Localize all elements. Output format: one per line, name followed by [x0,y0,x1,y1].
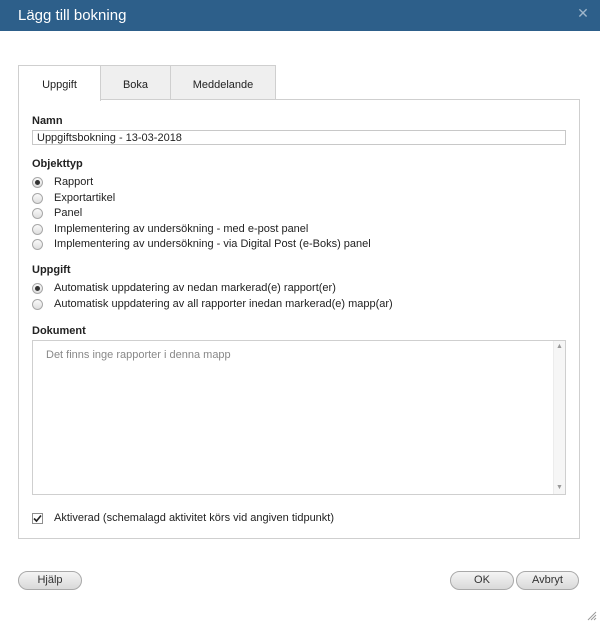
task-option-marked-reports[interactable] [32,281,336,295]
task-option-all-reports-in-folder[interactable] [32,297,393,311]
scroll-up-icon[interactable]: ▲ [556,343,563,350]
task-label: Uppgift [32,264,71,276]
document-empty-text: Det finns inge rapporter i denna mapp [46,349,231,361]
document-list[interactable] [32,340,566,495]
scroll-down-icon[interactable]: ▼ [556,484,563,491]
tab-meddelande[interactable]: Meddelande [170,65,276,100]
objecttype-option-rapport[interactable] [32,175,93,189]
radio-label: Exportartikel [54,192,116,204]
radio-label: Automatisk uppdatering av all rapporter inedan markerad(e) mapp(ar) [54,298,393,310]
close-icon[interactable]: ✕ [577,5,589,21]
objecttype-label: Objekttyp [32,158,83,170]
resize-handle-icon[interactable] [587,611,597,621]
radio-button[interactable] [32,283,43,294]
cancel-button[interactable]: Avbryt [516,571,579,590]
radio-button[interactable] [32,193,43,204]
activated-checkbox[interactable] [32,513,43,524]
objecttype-option-digital-post-panel[interactable] [32,237,371,251]
tab-boka[interactable]: Boka [100,65,171,100]
ok-button[interactable]: OK [450,571,514,590]
radio-label: Implementering av undersökning - via Digital Post (e-Boks) panel [54,238,371,250]
radio-button[interactable] [32,224,43,235]
radio-button[interactable] [32,239,43,250]
radio-button[interactable] [32,177,43,188]
name-label: Namn [32,115,63,127]
radio-label: Rapport [54,176,94,188]
document-label: Dokument [32,325,86,337]
radio-label: Panel [54,207,83,219]
radio-label: Implementering av undersökning - med e-post panel [54,223,309,235]
dialog-titlebar [0,0,600,31]
dialog-title: Lägg till bokning [18,7,127,24]
checkmark-icon [33,514,42,523]
tab-uppgift[interactable]: Uppgift [18,65,101,101]
help-button[interactable]: Hjälp [18,571,82,590]
activated-checkbox-row[interactable] [32,511,334,525]
objecttype-option-panel[interactable] [32,206,82,220]
objecttype-option-email-panel[interactable] [32,222,308,236]
name-input[interactable] [32,130,566,145]
radio-label: Automatisk uppdatering av nedan markerad(e) rapport(er) [54,282,336,294]
objecttype-option-exportartikel[interactable] [32,191,115,205]
radio-button[interactable] [32,299,43,310]
activated-label: Aktiverad (schemalagd aktivitet körs vid angiven tidpunkt) [54,512,335,524]
document-scrollbar[interactable] [553,341,565,494]
radio-button[interactable] [32,208,43,219]
tab-panel [18,99,580,539]
